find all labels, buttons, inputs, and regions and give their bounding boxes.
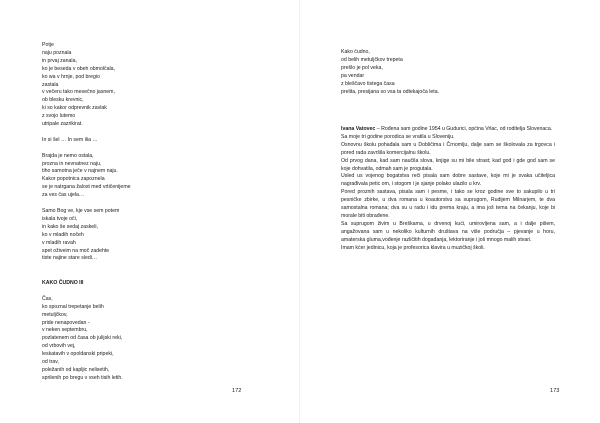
poem-line: zastala: [42, 81, 59, 88]
poem-line: ki so kakor odprevnik zavlak: [42, 105, 107, 112]
bio-paragraph: Osnovnu školu pohađala sam u Dobličima i Črnomlju, dalje sam se školovala za trgovca i pored rada završila komercijalnu školu.: [341, 141, 555, 156]
poem-line: v večeru tako mesečno jasnem,: [42, 89, 115, 96]
poem-line: Potje: [42, 42, 54, 48]
poem-line: tiho samotna ječe v najnem naju.: [42, 168, 118, 175]
poem-line: pride nenapovedan -: [42, 319, 90, 326]
poem-line: In si šel … In sem ilia …: [42, 136, 98, 143]
poem-block: [42, 42, 272, 263]
bio-name: Ivana Vatovec: [341, 126, 376, 132]
poem-line: Brajda je nemo ostala,: [42, 152, 94, 159]
poem-line: metuljčkov,: [42, 311, 68, 318]
poem-line: pozlatenem od časa ob julijski reki,: [42, 335, 123, 342]
poem-line: ko wa v hrnje, pod bregio: [42, 73, 100, 80]
bio-paragraph: Imam kćer jedinicu, koja je profesorica klavira u muzičkoj školi.: [341, 244, 485, 251]
poem-line: za ves čas ujela…: [42, 192, 85, 199]
poem-line: naju poznala: [42, 49, 72, 56]
poem-line: ko spoznal trepetanje belih: [42, 303, 104, 310]
poem-line: z svojo lutemo: [42, 113, 76, 120]
poem-line: od trav,: [42, 359, 59, 366]
poem-line: prešlo je pol veka,: [341, 64, 383, 71]
poem-line: poležanih od kapljic nelisetih,: [42, 366, 110, 373]
bio-paragraph: Sa suprugom živim u Breškama, u drvenoj kući, umirovljena sam, a i dalje pišem, angažovana sam u nekoliko kulturnih društava na više područja – pjevanje u horu, amaterska gluma,vođenje različitih događanja, lektoriranje i još mnogo malih stvari.: [341, 220, 555, 243]
poem-ending: [341, 49, 561, 96]
poem-line: v neken septembru,: [42, 327, 88, 334]
bio-paragraph: Pored proznih sastava, pisala sam i pesme, i tako se kroz godine sve to sakupilo u tri pesničke zbirke, u dva romana u koautorstvu sa suprugom, Rudijem Milnarjem, te dva samostalna romana; dva su u radu i idu prema kraju, a ima još tema na čekanju, koje bi morale biti obrađene.: [341, 189, 555, 219]
poem-line: in prvaj zanala,: [42, 57, 77, 64]
bio-paragraph: Od prvog dana, kad sam naučila slova, knjige su mi bile strast; kad god i gde god sam se koje dohvatila, odmah sam je progutala.: [341, 157, 555, 172]
poem-line: z bleščavo tistega časa: [341, 80, 395, 87]
poem-line: od vrbovih vej,: [42, 343, 76, 350]
poem-line: ko v mladih nočeh: [42, 231, 84, 238]
poem-line: Samo Bog ve, kje vse sem potem: [42, 207, 120, 214]
poem-block-2: [42, 280, 272, 383]
author-bio: [341, 126, 555, 253]
poem-line: Kako čudno,: [341, 49, 370, 55]
poem-line: ob blesku krevnic,: [42, 97, 84, 104]
poem-line: prelita, presijana so vsa ta odtekajoča leta.: [341, 88, 440, 95]
poem-line: ko je beseda v obeh obmolčala,: [42, 65, 115, 72]
right-page: [300, 0, 600, 423]
poem-line: iskala tvoje oči,: [42, 215, 78, 222]
poem-line: v mladih ravah: [42, 239, 76, 246]
page-number: 172: [232, 388, 242, 394]
page-number: 173: [550, 388, 560, 394]
poem-line: Kakor popotnica zapoznela: [42, 176, 105, 183]
poem-line: Čas,: [42, 295, 53, 302]
poem-line: prozna in nevnatnez naju,: [42, 160, 102, 167]
bio-paragraph: Usled us vojenog bogatstva reči pisala sam dobre sastave, koje mi je svaka učiteljica nagrađivala petic om, i stogom i je sjanje polako ulazilo u krv.: [341, 173, 555, 188]
poem-heading: KAKO ČUDNO III: [42, 280, 84, 286]
poem-line: se je natrgana žalost med vrtičenijeme: [42, 184, 131, 191]
poem-line: tiste najine stare sledi…: [42, 255, 98, 262]
poem-line: pa vendar: [341, 72, 365, 79]
poem-line: sprilenih po bregu v vseh tisih letih.: [42, 374, 123, 381]
bio-paragraph: [341, 126, 555, 134]
poem-line: leskatavih v opoldanski pripeki,: [42, 351, 114, 358]
poem-line: od belih metuljčkov trepeta: [341, 56, 403, 63]
poem-line: spet oživeim na moč zadehte: [42, 247, 110, 254]
bio-intro: – Rođena sam godine 1954 u Gudurici, općina Vrlac, od roditelja Slovenaca.: [375, 126, 553, 132]
poem-line: utripale zazrikirat.: [42, 121, 83, 128]
poem-line: in kako še sedaj zaskeli,: [42, 223, 98, 230]
bio-paragraph: Sa moje tri godine porodica se vratila u Sloveniju.: [341, 133, 455, 140]
